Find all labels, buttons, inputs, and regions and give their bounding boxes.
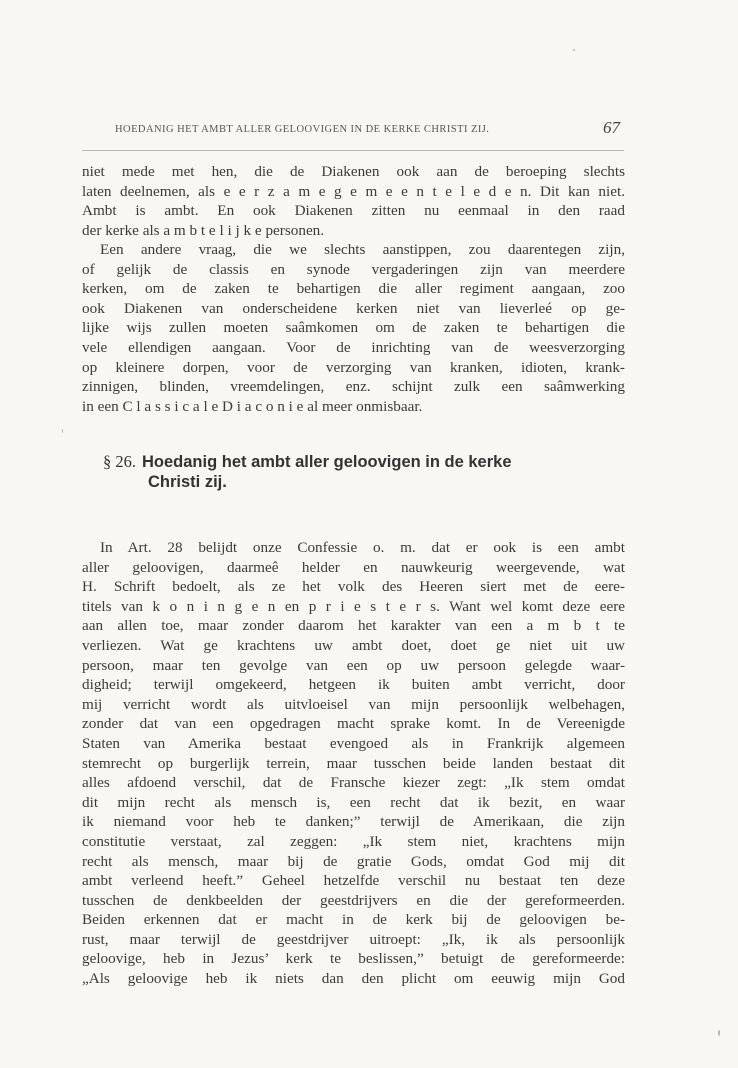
text-line: op kleinere dorpen, voor de verzorging van kranken, idioten, krank- — [82, 358, 625, 376]
text-line: lijke wijs zullen moeten saâmkomen om de zaken te behartigen die — [82, 319, 625, 337]
text-line: recht als mensch, maar bij de gratie Gods, omdat God mij dit — [82, 852, 625, 870]
text-line: Een andere vraag, die we slechts aanstippen, zou daarentegen zijn, — [100, 241, 625, 258]
text-line: ook Diakenen van onderscheidene kerken niet van lieverleé op ge- — [82, 299, 625, 317]
text-line: alles afdoend verschil, dat de Fransche kiezer zegt: „Ik stem omdat — [82, 774, 625, 792]
paragraph-classicale-diaconie — [82, 240, 625, 416]
text-line: in een C l a s s i c a l e D i a c o n i e al meer onmisbaar. — [82, 397, 423, 415]
paper-speck — [718, 1030, 720, 1036]
text-line: aan allen toe, maar zonder daarom het karakter van een a m b t te — [82, 617, 625, 635]
text-line: rust, maar terwijl de geestdrijver uitroept: „Ik, ik als persoonlijk — [82, 930, 625, 948]
text-line: aller geloovigen, daarmeê helder en nauwkeurig weergevende, wat — [82, 558, 625, 576]
text-line: zonder dat van een opgedragen macht sprake komt. In de Vereenigde — [82, 715, 625, 733]
text-line: titels van k o n i n g e n en p r i e s t e r s. Want wel komt deze eere — [82, 597, 625, 615]
text-line: „Als geloovige heb ik niets dan den plicht om eeuwig mijn God — [82, 970, 625, 988]
text-line: of gelijk de classis en synode vergaderingen zijn van meerdere — [82, 260, 625, 278]
paper-speck — [573, 49, 575, 51]
section-number: § 26. — [103, 452, 136, 471]
section-heading-line-1 — [103, 452, 623, 472]
text-line: zinnigen, blinden, vreemdelingen, enz. schijnt zulk een saâmwerking — [82, 378, 625, 396]
text-line: niet mede met hen, die de Diakenen ook aan de beroeping slechts — [82, 163, 625, 180]
paragraph-ambt-aller-geloovigen — [82, 538, 625, 989]
section-title-part-1: Hoedanig het ambt aller geloovigen in de kerke — [142, 453, 512, 471]
text-line: Staten van Amerika bestaat evengoed als in Frankrijk algemeen — [82, 734, 625, 752]
text-line: vele ellendigen aangaan. Voor de inrichting van de weesverzorging — [82, 338, 625, 356]
text-line: ambt verleend heeft.” Geheel hetzelfde verschil nu bestaat ten deze — [82, 872, 625, 890]
text-line: der kerke als a m b t e l i j k e personen. — [82, 221, 325, 239]
text-line: laten deelnemen, als e e r z a m e g e m e e n t e l e d e n. Dit kan niet. — [82, 182, 625, 200]
text-line: tusschen de denkbeelden der geestdrijvers en die der gereformeerden. — [82, 891, 625, 909]
text-line: ik niemand voor heb te danken;” terwijl de Amerikaan, die zijn — [82, 813, 625, 831]
text-line: dit mijn recht als mensch is, een recht dat ik bezit, en waar — [82, 793, 625, 811]
section-heading — [103, 452, 623, 492]
paragraph-continuation — [82, 162, 625, 240]
text-line: In Art. 28 belijdt onze Confessie o. m. dat er ook is een ambt — [100, 539, 625, 556]
running-head-title: HOEDANIG HET AMBT ALLER GELOOVIGEN IN DE KERKE CHRISTI ZIJ. — [115, 124, 490, 135]
text-line: kerken, om de zaken te behartigen die aller regiment aangaan, zoo — [82, 280, 625, 298]
text-line: constitutie verstaat, zal zeggen: „Ik stem niet, krachtens mijn — [82, 832, 625, 850]
page-number: 67 — [603, 118, 620, 137]
text-line: H. Schrift bedoelt, als ze het volk des Heeren siert met de eere- — [82, 578, 625, 596]
section-title-part-2: Christi zij. — [148, 473, 227, 491]
text-line: geloovige, heb in Jezus’ kerk te beslissen,” betuigt de gereformeerde: — [82, 950, 625, 968]
paper-speck — [62, 429, 63, 433]
text-line: Beiden erkennen dat er macht in de kerk bij de geloovigen be- — [82, 911, 625, 929]
text-line: persoon, maar ten gevolge van een op uw persoon gelegde waar- — [82, 656, 625, 674]
text-line: verliezen. Wat ge krachtens uw ambt doet, doet ge niet uit uw — [82, 636, 625, 654]
running-head — [115, 118, 620, 140]
text-line: mij verricht wordt als uitvloeisel van mijn persoonlijk welbehagen, — [82, 695, 625, 713]
text-line: digheid; terwijl omgekeerd, hetgeen ik buiten ambt verricht, door — [82, 676, 625, 694]
text-line: Ambt is ambt. En ook Diakenen zitten nu eenmaal in den raad — [82, 202, 625, 220]
header-rule — [82, 150, 624, 151]
text-line: stemrecht op burgerlijk terrein, maar tusschen beide landen bestaat dit — [82, 754, 625, 772]
